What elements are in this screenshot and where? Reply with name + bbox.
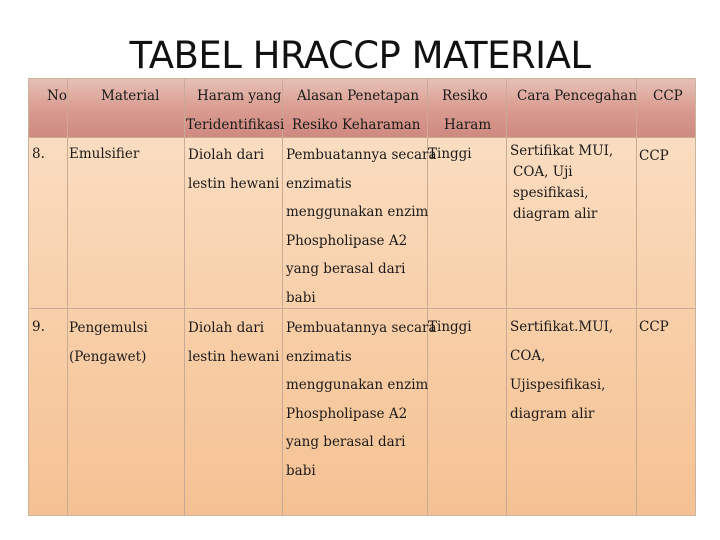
column-divider xyxy=(636,79,637,515)
column-divider xyxy=(67,79,68,515)
row-8-material: Emulsifier xyxy=(69,146,140,162)
header-material: Material xyxy=(101,88,160,104)
hraccp-table xyxy=(28,78,696,516)
row-9-no: 9. xyxy=(32,319,45,335)
header-ccp: CCP xyxy=(653,88,683,104)
header-haram-line1: Haram yang xyxy=(197,88,282,104)
header-haram-line2: Teridentifikasi xyxy=(186,117,285,133)
row-8-cara: Sertifikat MUI, COA, Uji spesifikasi, diagram alir xyxy=(510,143,614,222)
header-alasan-line2: Resiko Keharaman xyxy=(292,117,421,133)
row-8-alasan: Pembuatannya secara enzimatis menggunakan enzim Phospholipase A2 yang berasal dari babi xyxy=(286,147,437,306)
row-8-resiko: Tinggi xyxy=(428,146,472,162)
header-cara-pencegahan: Cara Pencegahan xyxy=(517,88,638,104)
header-alasan-line1: Alasan Penetapan xyxy=(297,88,420,104)
row-9-resiko: Tinggi xyxy=(428,319,472,335)
row-9-material: Pengemulsi (Pengawet) xyxy=(69,320,148,365)
row-8-ccp: CCP xyxy=(639,148,669,164)
column-divider xyxy=(282,79,283,515)
header-resiko-line2: Haram xyxy=(444,117,492,133)
row-8-haram: Diolah dari lestin hewani xyxy=(188,147,280,192)
row-9-haram: Diolah dari lestin hewani xyxy=(188,320,280,365)
column-divider xyxy=(506,79,507,515)
row-9-cara: Sertifikat.MUI, COA, Ujispesifikasi, diagram alir xyxy=(510,319,614,422)
page-title: TABEL HRACCP MATERIAL xyxy=(129,34,591,77)
header-resiko-line1: Resiko xyxy=(442,88,488,104)
row-9-alasan: Pembuatannya secara enzimatis menggunakan enzim Phospholipase A2 yang berasal dari babi xyxy=(286,320,437,479)
row-8-no: 8. xyxy=(32,146,45,162)
column-divider xyxy=(184,79,185,515)
header-no: No xyxy=(47,88,67,104)
row-9-ccp: CCP xyxy=(639,319,669,335)
row-divider xyxy=(29,137,695,138)
